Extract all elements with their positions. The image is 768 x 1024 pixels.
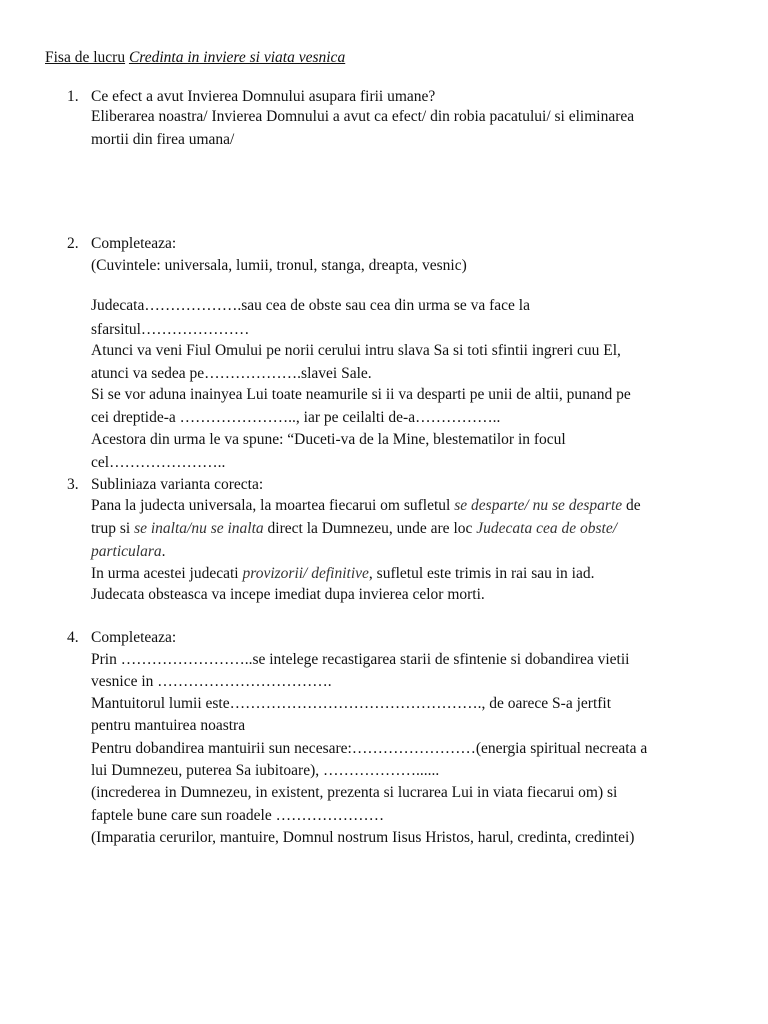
fill-in-line: sfarsitul…………………	[91, 321, 250, 338]
fill-in-line: Si se vor aduna inainyea Lui toate neamurile si ii va desparti pe unii de altii, punand pe	[91, 386, 631, 403]
answer-option[interactable]: provizorii/ definitive	[242, 565, 369, 582]
question-number: 2.	[67, 235, 79, 252]
question-3-instruction: Subliniaza varianta corecta:	[91, 476, 264, 493]
question-3-sentence: trup si se inalta/nu se inalta direct la Dumnezeu, unde are loc Judecata cea de obste/	[91, 520, 617, 537]
fill-in-line: Prin ……………………..se intelege recastigarea starii de sfintenie si dobandirea vietii	[91, 651, 630, 668]
question-number: 3.	[67, 476, 79, 493]
answer-option[interactable]: particulara	[91, 543, 162, 560]
answer-option[interactable]: Judecata cea de obste/	[476, 520, 617, 537]
fill-in-line: vesnice in …………………………….	[91, 673, 332, 690]
question-2-word-bank: (Cuvintele: universala, lumii, tronul, stanga, dreapta, vesnic)	[91, 257, 467, 274]
fill-in-line: pentru mantuirea noastra	[91, 717, 246, 734]
title-subject: Credinta in inviere si viata vesnica	[128, 49, 346, 66]
fill-in-line: (increderea in Dumnezeu, in existent, prezenta si lucrarea Lui in viata fiecarui om) si	[91, 784, 618, 801]
question-1-text: Ce efect a avut Invierea Domnului asupara firii umane?	[91, 88, 436, 105]
fill-in-line: Acestora din urma le va spune: “Duceti-va de la Mine, blestematilor in focul	[91, 431, 566, 448]
question-4-instruction: Completeaza:	[91, 629, 177, 646]
fill-in-line: atunci va sedea pe……………….slavei Sale.	[91, 365, 372, 382]
question-4-word-bank: (Imparatia cerurilor, mantuire, Domnul nostrum Iisus Hristos, harul, credinta, credintei)	[91, 829, 635, 846]
fill-in-line: faptele bune care sun roadele …………………	[91, 807, 385, 824]
fill-in-line: Judecata……………….sau cea de obste sau cea din urma se va face la	[91, 297, 530, 314]
fill-in-line: lui Dumnezeu, puterea Sa iubitoare), ………………......	[91, 762, 440, 779]
question-3-sentence: Judecata obsteasca va incepe imediat dupa invierea celor morti.	[91, 586, 485, 603]
question-number: 1.	[67, 88, 79, 105]
answer-option[interactable]: se inalta/nu se inalta	[134, 520, 264, 537]
question-1-answer-line: Eliberarea noastra/ Invierea Domnului a avut ca efect/ din robia pacatului/ si eliminarea	[91, 108, 635, 125]
answer-option[interactable]: se desparte/ nu se desparte	[454, 497, 623, 514]
worksheet-title	[45, 48, 345, 68]
fill-in-line: cel…………………..	[91, 454, 226, 471]
question-3-sentence: In urma acestei judecati provizorii/ definitive, sufletul este trimis in rai sau in iad.	[91, 565, 595, 582]
question-3-sentence: particulara.	[91, 543, 166, 560]
fill-in-line: cei dreptide-a ………………….., iar pe ceilalti de-a……………..	[91, 409, 501, 426]
question-1-answer-line: mortii din firea umana/	[91, 131, 235, 148]
question-number: 4.	[67, 629, 79, 646]
question-2-instruction: Completeaza:	[91, 235, 177, 252]
fill-in-line: Pentru dobandirea mantuirii sun necesare:……………………(energia spiritual necreata a	[91, 740, 648, 757]
fill-in-line: Mantuitorul lumii este…………………………………………., de oarece S-a jertfit	[91, 695, 612, 712]
fill-in-line: Atunci va veni Fiul Omului pe norii cerului intru slava Sa si toti sfintii ingreri cuu El,	[91, 342, 621, 359]
title-prefix: Fisa de lucru	[45, 49, 126, 66]
question-3-sentence: Pana la judecta universala, la moartea fiecarui om sufletul se desparte/ nu se desparte de	[91, 497, 641, 514]
